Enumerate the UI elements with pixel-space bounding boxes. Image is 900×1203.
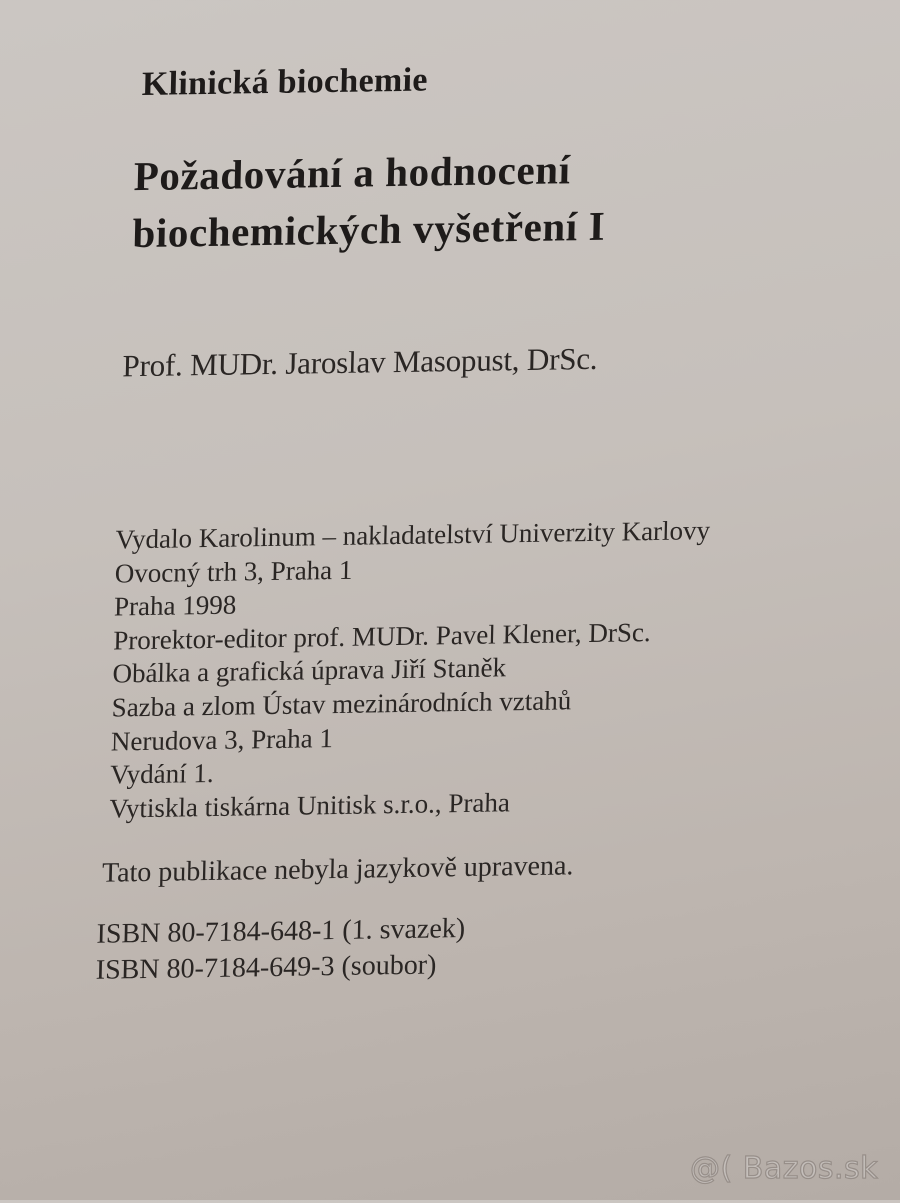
isbn-set: ISBN 80-7184-649-3 (soubor): [95, 949, 437, 986]
book-title-line-2: biochemických vyšetření I: [132, 202, 606, 257]
imprint-block: [109, 514, 710, 826]
language-note: Tato publikace nebyla jazykově upravena.: [101, 850, 574, 889]
bazos-watermark: @( Bazos.sk: [690, 1151, 878, 1186]
book-title-line-1: Požadování a hodnocení: [133, 146, 572, 200]
isbn-block: [95, 911, 465, 989]
imprint-editor: Prorektor-editor prof. MUDr. Pavel Klener, DrSc.: [112, 616, 652, 656]
author: Prof. MUDr. Jaroslav Masopust, DrSc.: [122, 340, 598, 384]
imprint-typesetting: Sazba a zlom Ústav mezinárodních vztahů: [111, 685, 572, 723]
series-title: Klinická biochemie: [141, 61, 429, 103]
imprint-edition: Vydání 1.: [109, 758, 215, 790]
imprint-typesetting-address: Nerudova 3, Praha 1: [110, 722, 334, 757]
imprint-printer: Vytiskla tiskárna Unitisk s.r.o., Praha: [109, 787, 511, 824]
imprint-cover-design: Obálka a grafická úprava Jiří Staněk: [112, 652, 507, 689]
imprint-publisher: Vydalo Karolinum – nakladatelství Univerzity Karlovy: [115, 515, 711, 555]
imprint-publisher-address: Ovocný trh 3, Praha 1: [114, 554, 353, 589]
imprint-place-year: Praha 1998: [113, 589, 237, 622]
isbn-volume: ISBN 80-7184-648-1 (1. svazek): [96, 912, 466, 950]
